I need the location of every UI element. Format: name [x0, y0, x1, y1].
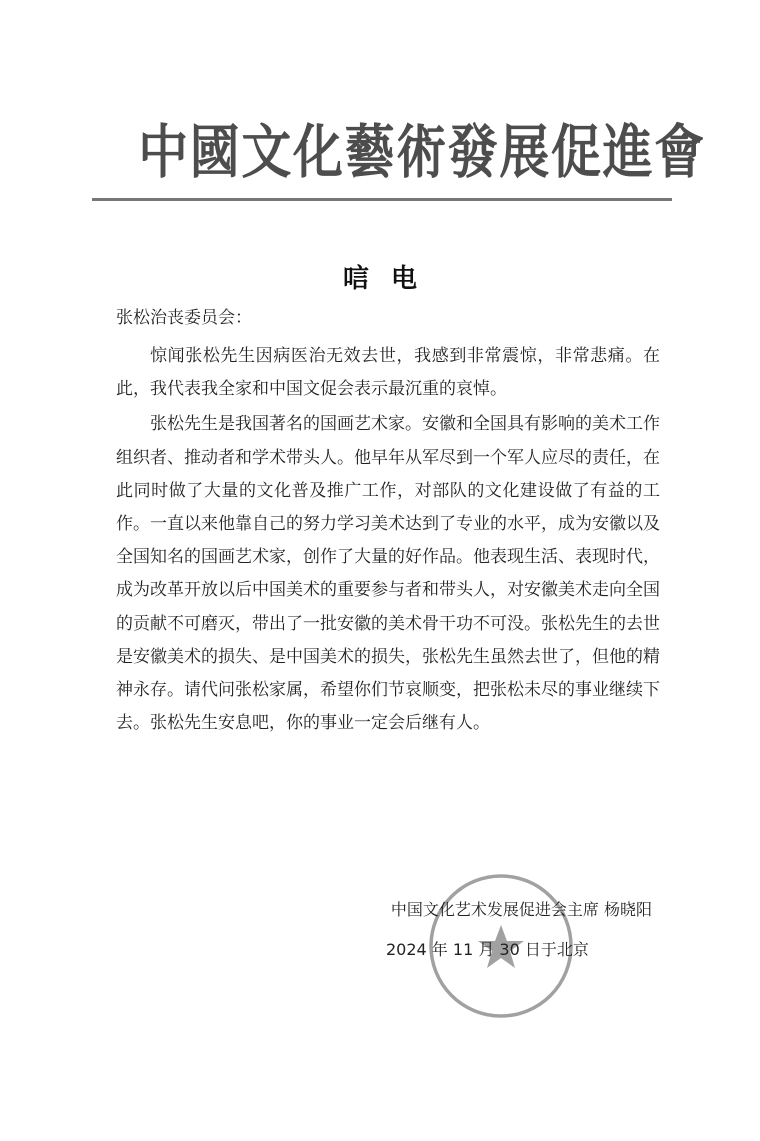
letterhead: [92, 112, 706, 192]
salutation: 张松治丧委员会：: [116, 308, 252, 328]
body-paragraph-2: 张松先生是我国著名的国画艺术家。安徽和全国具有影响的美术工作组织者、推动者和学术带头人。他早年从军尽到一个军人应尽的责任，在此同时做了大量的文化普及推广工作，对部队的文化建设做了有益的工作。一直以来他靠自己的努力学习美术达到了专业的水平，成为安徽以及全国知名的国画艺术家，创作了大量的好作品。他表现生活、表现时代，成为改革开放以后中国美术的重要参与者和带头人，对安徽美术走向全国的贡献不可磨灭，带出了一批安徽的美术骨干功不可没。张松先生的去世是安徽美术的损失、是中国美术的损失，张松先生虽然去世了，但他的精神永存。请代问张松家属，希望你们节哀顺变，把张松未尽的事业继续下去。张松先生安息吧，你的事业一定会后继有人。: [116, 414, 660, 734]
letterhead-org-name: 中國文化藝術發展促進會: [138, 118, 706, 186]
signature-line: 中国文化艺术发展促进会主席 杨晓阳: [390, 900, 652, 919]
header-divider: [92, 198, 672, 201]
document-title: 唁电: [342, 264, 439, 294]
letter-body: [116, 340, 660, 742]
date-place-line: 2024 年 11 月 30 日于北京: [386, 940, 589, 959]
body-paragraph-1: 惊闻张松先生因病医治无效去世，我感到非常震惊，非常悲痛。在此，我代表我全家和中国文促会表示最沉重的哀悼。: [116, 346, 660, 400]
